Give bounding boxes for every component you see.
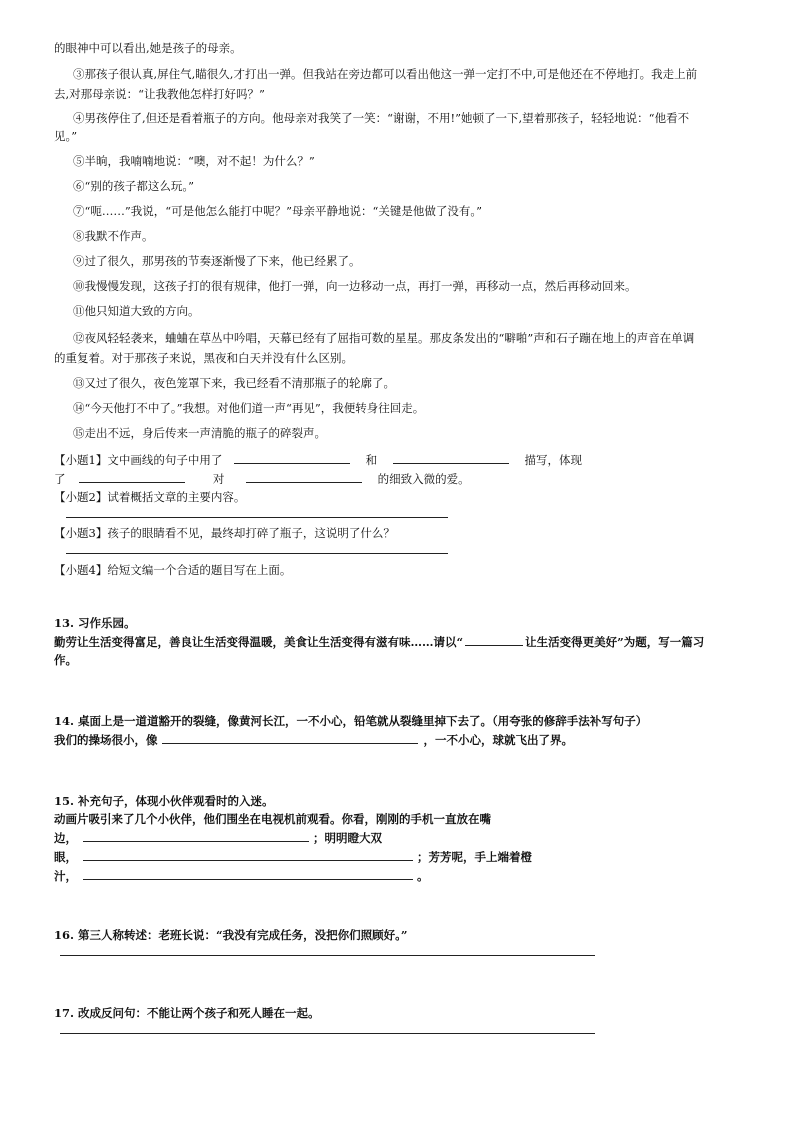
passage-p14: ⑭“今天他打不中了。”我想。对他们道一声“再见”，我便转身往回走。 (73, 401, 425, 415)
q17-title: 17. 改成反问句：不能让两个孩子和死人睡在一起。 (54, 1006, 320, 1020)
q15-l3-a: 眼， (54, 850, 77, 864)
q16-answer-line[interactable] (60, 955, 595, 956)
q15-line1: 动画片吸引来了几个小伙伴，他们围坐在电视机前观看。你看，刚刚的手机一直放在嘴 (54, 812, 491, 826)
passage-p12-line2: 的重复着。对于那孩子来说，黑夜和白天并没有什么区别。 (54, 351, 353, 365)
passage-p6: ⑥“别的孩子都这么玩。” (73, 179, 195, 193)
passage-p4-line1: ④男孩停住了,但还是看着瓶子的方向。他母亲对我笑了一笑：“谢谢，不用!”她顿了一下,望着那孩子，轻轻地说：“他看不 (73, 111, 690, 125)
q17-answer-line[interactable] (60, 1033, 595, 1034)
subq1-blank-3[interactable] (79, 470, 185, 483)
subq1-dui: 对 (212, 472, 225, 486)
q13-body-line1 (54, 632, 754, 652)
q14-body (54, 730, 754, 750)
q15-title: 15. 补充句子，体现小伙伴观看时的入迷。 (54, 794, 274, 808)
subq1-label: 【小题1】文中画线的句子中用了 (54, 453, 223, 467)
passage-p9: ⑨过了很久，那男孩的节奏逐渐慢了下来，他已经累了。 (73, 254, 361, 268)
passage-p5: ⑤半晌，我喃喃地说：“噢，对不起！为什么？” (73, 154, 315, 168)
subq3-answer-line[interactable] (66, 553, 448, 554)
q14-title: 14. 桌面上是一道道豁开的裂缝，像黄河长江，一不小心，铅笔就从裂缝里掉下去了。（用夸张的修辞手法补写句子） (54, 714, 648, 728)
passage-p3-line1: ③那孩子很认真,屏住气,瞄很久,才打出一弹。但我站在旁边都可以看出他这一弹一定打不中,可是他还在不停地打。我走上前 (73, 67, 698, 81)
q13-title-blank[interactable] (465, 633, 523, 646)
q14-answer-blank[interactable] (162, 731, 418, 744)
subq1-line2 (54, 470, 744, 487)
passage-p3-line2: 去,对那母亲说：“让我教他怎样打好吗？” (54, 87, 265, 101)
q13-body-a: 勤劳让生活变得富足，善良让生活变得温暖，美食让生活变得有滋有味……请以“ (54, 635, 464, 649)
subq1-line1 (54, 451, 744, 468)
q15-line4 (54, 866, 754, 886)
q15-line2 (54, 828, 754, 848)
q13-body-b: 让生活变得更美好”为题，写一篇习 (525, 635, 705, 649)
subq2-text: 【小题2】试着概括文章的主要内容。 (54, 490, 246, 504)
q15-l2-a: 边， (54, 831, 77, 845)
q15-l4-b: 。 (417, 869, 429, 883)
q15-l2-b: ；明明瞪大双 (313, 831, 382, 845)
q15-blank-2[interactable] (83, 848, 413, 861)
passage-p11: ⑪他只知道大致的方向。 (73, 304, 200, 318)
passage-intro: 的眼神中可以看出,她是孩子的母亲。 (54, 41, 242, 55)
subq1-blank-1[interactable] (234, 451, 350, 464)
subq1-blank-4[interactable] (246, 470, 362, 483)
q15-blank-3[interactable] (83, 867, 413, 880)
q13-body-c: 作。 (54, 653, 77, 667)
q14-body-b: ，一不小心，球就飞出了界。 (423, 733, 573, 747)
passage-p8: ⑧我默不作声。 (73, 229, 154, 243)
passage-p12-line1: ⑫夜风轻轻袭来，蛐蛐在草丛中吟唱，天幕已经有了屈指可数的星星。那皮条发出的“噼啪”声和石子蹦在地上的声音在单调 (73, 331, 695, 345)
subq2-answer-line[interactable] (66, 517, 448, 518)
q15-line3 (54, 847, 754, 867)
q15-l3-b: ；芳芳呢，手上端着橙 (417, 850, 532, 864)
subq1-end: 的细致入微的爱。 (377, 472, 470, 486)
q16-title: 16. 第三人称转述：老班长说：“我没有完成任务，没把你们照顾好。” (54, 928, 408, 942)
q15-l4-a: 汁， (54, 869, 77, 883)
subq3-text: 【小题3】孩子的眼睛看不见，最终却打碎了瓶子，这说明了什么？ (54, 526, 395, 540)
q13-title: 13. 习作乐园。 (54, 616, 136, 630)
subq1-blank-2[interactable] (393, 451, 509, 464)
q15-blank-1[interactable] (83, 829, 309, 842)
q14-body-a: 我们的操场很小，像 (54, 733, 158, 747)
subq1-he: 和 (365, 453, 378, 467)
passage-p7: ⑦“呃……”我说，“可是他怎么能打中呢？”母亲平静地说：“关键是他做了没有。” (73, 204, 483, 218)
passage-p10: ⑩我慢慢发现，这孩子打的很有规律，他打一弹，向一边移动一点，再打一弹，再移动一点，然后再移动回来。 (73, 279, 637, 293)
passage-p13: ⑬又过了很久，夜色笼罩下来，我已经看不清那瓶子的轮廓了。 (73, 376, 395, 390)
passage-p4-line2: 见。” (54, 129, 78, 143)
subq1-le: 了 (54, 472, 66, 486)
subq4-text: 【小题4】给短文编一个合适的题目写在上面。 (54, 563, 292, 577)
subq1-desc: 描写，体现 (524, 453, 582, 467)
passage-p15: ⑮走出不远，身后传来一声清脆的瓶子的碎裂声。 (73, 426, 326, 440)
